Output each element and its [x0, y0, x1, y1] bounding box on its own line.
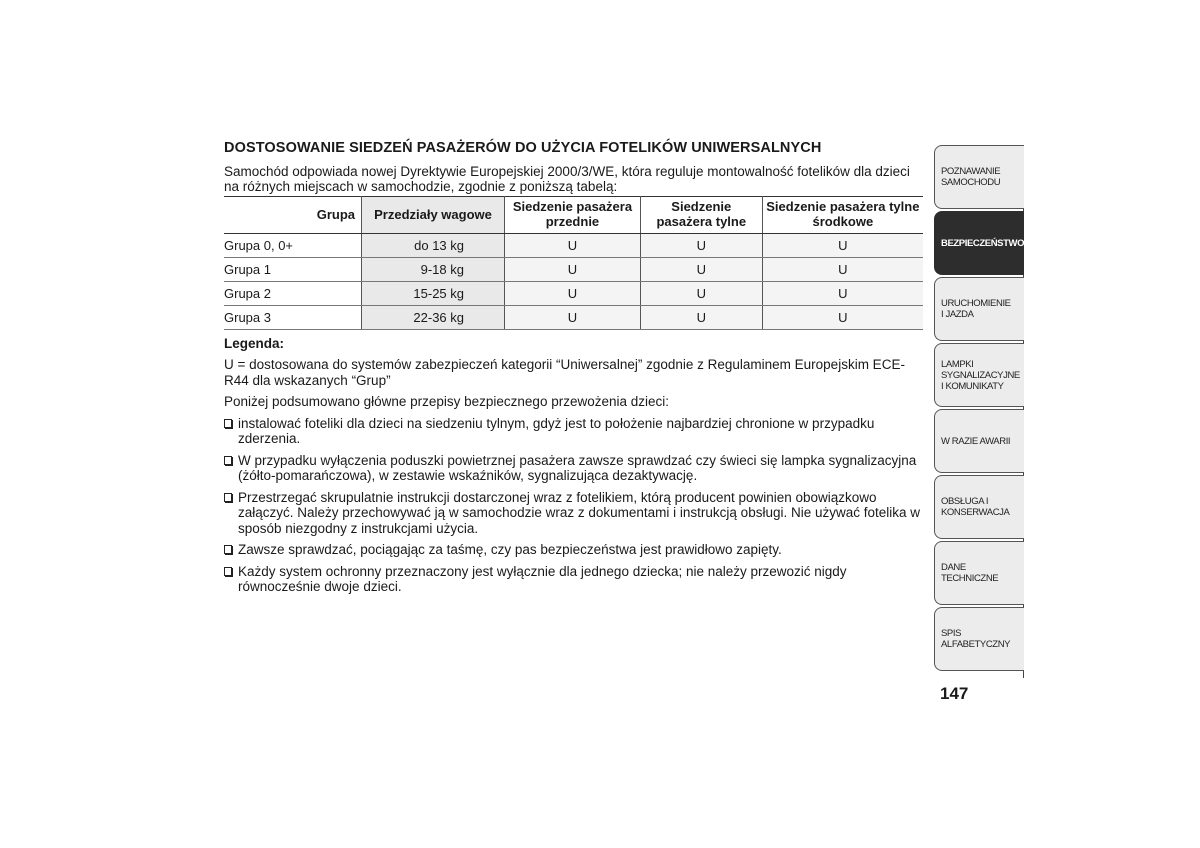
list-item-text: Zawsze sprawdzać, pociągając za taśmę, czy pas bezpieczeństwa jest prawidłowo zapięty.: [238, 542, 782, 557]
tab-chapter[interactable]: [934, 409, 1024, 473]
header-wagowe: Przedziały wagowe: [362, 197, 505, 234]
table-row: [224, 306, 923, 330]
tab-chapter[interactable]: [934, 277, 1024, 341]
cell-grupa: Grupa 1: [224, 258, 362, 282]
tab-label: LAMPKI SYGNALIZACYJNE I KOMUNIKATY: [941, 358, 1020, 392]
table-row: [224, 282, 923, 306]
tab-label: W RAZIE AWARII: [941, 435, 1011, 447]
checkbox-bullet-icon: [224, 545, 232, 554]
header-tylne: Siedzenie pasażera tylne: [640, 197, 762, 234]
table-row: [224, 258, 923, 282]
tab-label: OBSŁUGA I KONSERWACJA: [941, 496, 1010, 518]
cell-tylne: U: [640, 258, 762, 282]
tab-chapter[interactable]: [934, 541, 1024, 605]
tab-chapter[interactable]: [934, 211, 1024, 275]
header-grupa: Grupa: [224, 197, 362, 234]
tab-label: POZNAWANIE SAMOCHODU: [941, 166, 1001, 188]
cell-srodkowe: U: [762, 306, 923, 330]
table-row: [224, 234, 923, 258]
table-body: [224, 234, 923, 330]
main-content: [224, 140, 924, 601]
child-seat-table: [224, 196, 923, 330]
legend-text: U = dostosowana do systemów zabezpieczeń kategorii “Uniwersalnej” zgodnie z Regulaminem Europejskim ECE-R44 dla wskazanych “Grup”: [224, 357, 905, 388]
rules-list: [224, 416, 924, 595]
list-item-text: Przestrzegać skrupulatnie instrukcji dostarczonej wraz z fotelikiem, którą producent powinien obowiązkowo załączyć. Należy przechowywać ją w samochodzie wraz z dokumentami i instrukcją obsługi. Nie używać fotelika w sposób niezgodny z instrukcjami użycia.: [238, 489, 921, 536]
section-heading: DOSTOSOWANIE SIEDZEŃ PASAŻERÓW DO UŻYCIA FOTELIKÓW UNIWERSALNYCH: [224, 140, 822, 156]
cell-srodkowe: U: [762, 234, 923, 258]
tab-chapter[interactable]: [934, 343, 1024, 407]
page-number: 147: [940, 684, 969, 703]
header-przednie: Siedzenie pasażera przednie: [505, 197, 641, 234]
cell-przednie: U: [505, 282, 641, 306]
tab-label: DANE TECHNICZNE: [941, 562, 999, 584]
header-srodkowe: Siedzenie pasażera tylne środkowe: [762, 197, 923, 234]
cell-grupa: Grupa 3: [224, 306, 362, 330]
list-item-text: instalować foteliki dla dzieci na siedzeniu tylnym, gdyż jest to położenie najbardziej chronione w przypadku zderzenia.: [238, 415, 875, 446]
list-item: [224, 416, 924, 447]
tab-chapter[interactable]: [934, 145, 1024, 209]
cell-tylne: U: [640, 306, 762, 330]
checkbox-bullet-icon: [224, 456, 232, 465]
checkbox-bullet-icon: [224, 493, 232, 502]
cell-wagowe: do 13 kg: [362, 234, 505, 258]
cell-srodkowe: U: [762, 258, 923, 282]
list-item-text: Każdy system ochronny przeznaczony jest wyłącznie dla jednego dziecka; nie należy przewozić nigdy równocześnie dwoje dzieci.: [238, 563, 847, 594]
cell-srodkowe: U: [762, 282, 923, 306]
cell-tylne: U: [640, 282, 762, 306]
cell-przednie: U: [505, 234, 641, 258]
table-header-row: [224, 197, 923, 234]
checkbox-bullet-icon: [224, 567, 232, 576]
intro-text: Samochód odpowiada nowej Dyrektywie Europejskiej 2000/3/WE, która reguluje montowalność fotelików dla dzieci na różnych miejscach w samochodzie, zgodnie z poniższą tabelą:: [224, 164, 910, 194]
cell-wagowe: 15-25 kg: [362, 282, 505, 306]
legend-title: Legenda:: [224, 336, 285, 351]
tab-chapter[interactable]: [934, 475, 1024, 539]
list-item: [224, 453, 924, 484]
tab-label: SPIS ALFABETYCZNY: [941, 628, 1011, 650]
chapter-tabs: [934, 145, 1024, 673]
tab-label: BEZPIECZEŃSTWO: [941, 237, 1025, 249]
cell-wagowe: 9-18 kg: [362, 258, 505, 282]
cell-przednie: U: [505, 258, 641, 282]
cell-wagowe: 22-36 kg: [362, 306, 505, 330]
cell-tylne: U: [640, 234, 762, 258]
tab-label: URUCHOMIENIE I JAZDA: [941, 298, 1011, 320]
checkbox-bullet-icon: [224, 419, 232, 428]
cell-grupa: Grupa 0, 0+: [224, 234, 362, 258]
list-item: [224, 542, 924, 558]
list-item: [224, 564, 924, 595]
cell-grupa: Grupa 2: [224, 282, 362, 306]
cell-przednie: U: [505, 306, 641, 330]
tab-chapter[interactable]: [934, 607, 1024, 671]
list-item: [224, 490, 924, 537]
summary-text: Poniżej podsumowano główne przepisy bezpiecznego przewożenia dzieci:: [224, 394, 670, 409]
list-item-text: W przypadku wyłączenia poduszki powietrznej pasażera zawsze sprawdzać czy świeci się lampka sygnalizacyjna (żółto-pomarańczowa), w zestawie wskaźników, sygnalizująca dezaktywację.: [238, 452, 917, 483]
